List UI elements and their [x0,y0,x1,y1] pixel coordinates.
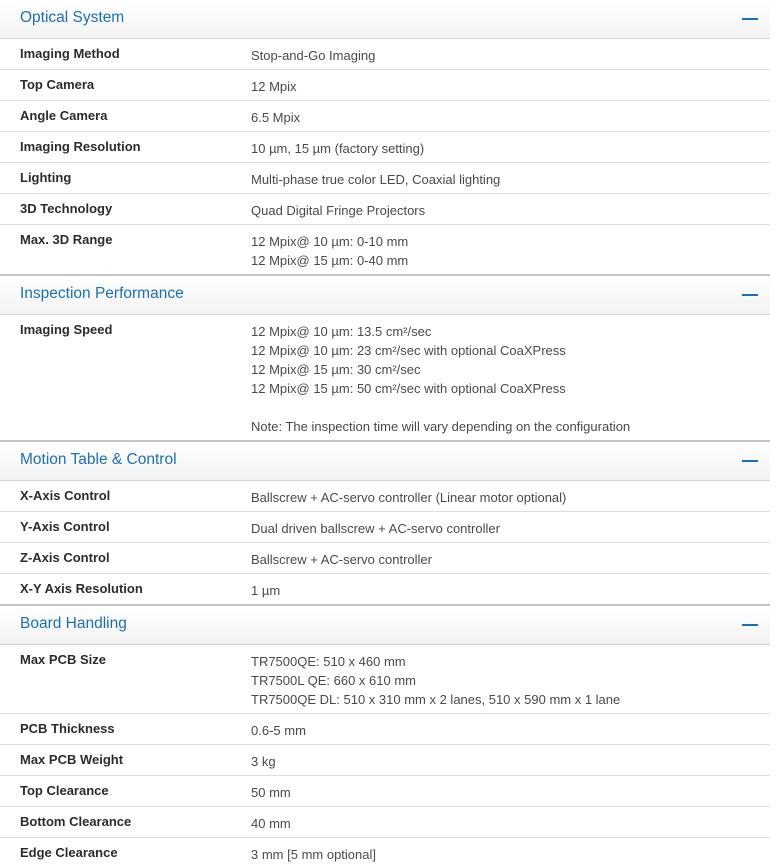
spec-value-line: Stop-and-Go Imaging [251,48,376,63]
spec-label: Y-Axis Control [20,519,110,534]
spec-label: Imaging Resolution [20,139,141,154]
spec-label: Max PCB Size [20,652,106,667]
spec-label: Imaging Speed [20,322,113,337]
spec-value-line: Quad Digital Fringe Projectors [251,203,426,218]
spec-value [251,519,500,538]
spec-value-line: 12 Mpix@ 10 µm: 13.5 cm²/sec [251,324,432,339]
collapse-icon[interactable] [742,460,758,462]
spec-value-line: 3 kg [251,754,276,769]
collapse-icon[interactable] [742,624,758,626]
spec-label: Max PCB Weight [20,752,124,767]
spec-value-line: TR7500L QE: 660 x 610 mm [251,673,416,688]
spec-value [251,814,291,833]
spec-value-line: 12 Mpix@ 15 µm: 30 cm²/sec [251,362,421,377]
spec-row-imaging-method [0,39,770,70]
section-motion-table-control [0,440,770,604]
spec-row-x-y-axis-resolution [0,574,770,604]
spec-row-max-3d-range [0,225,770,274]
spec-value [251,139,424,158]
spec-row-imaging-resolution [0,132,770,163]
spec-label: Lighting [20,170,72,185]
spec-value-line: Note: The inspection time will vary depending on the configuration [251,419,631,434]
spec-value [251,721,306,740]
spec-row-top-camera [0,70,770,101]
spec-value-line: 3 mm [5 mm optional] [251,847,376,862]
spec-value [251,322,630,436]
spec-value-line: 0.6-5 mm [251,723,306,738]
spec-value-line: Multi-phase true color LED, Coaxial lighting [251,172,501,187]
spec-label: Z-Axis Control [20,550,110,565]
spec-row-x-axis-control [0,481,770,512]
spec-value-line [251,398,630,417]
spec-row-bottom-clearance [0,807,770,838]
collapse-icon[interactable] [742,294,758,296]
spec-value-line: 10 µm, 15 µm (factory setting) [251,141,425,156]
spec-value-line: 12 Mpix@ 10 µm: 23 cm²/sec with optional CoaXPress [251,343,566,358]
spec-label: PCB Thickness [20,721,115,736]
section-header-inspection-performance[interactable] [0,276,770,315]
spec-value-line: 50 mm [251,785,291,800]
spec-label: X-Y Axis Resolution [20,581,143,596]
spec-value [251,783,291,802]
section-title: Optical System [20,9,125,26]
spec-label: 3D Technology [20,201,113,216]
section-header-optical-system[interactable] [0,0,770,39]
spec-value [251,550,432,569]
spec-value-line: TR7500QE: 510 x 460 mm [251,654,406,669]
section-board-handling [0,604,770,868]
spec-value-line: 12 Mpix [251,79,297,94]
spec-value [251,201,425,220]
section-title: Board Handling [20,615,127,632]
spec-value [251,581,280,600]
spec-value [251,170,500,189]
spec-row-3d-technology [0,194,770,225]
spec-value [251,752,276,771]
spec-value-line: 12 Mpix@ 15 µm: 0-40 mm [251,253,409,268]
spec-label: Top Camera [20,77,95,92]
spec-value-line: TR7500QE DL: 510 x 310 mm x 2 lanes, 510 x 590 mm x 1 lane [251,692,621,707]
spec-value [251,77,297,96]
spec-value [251,845,376,864]
section-header-board-handling[interactable] [0,606,770,645]
spec-row-imaging-speed [0,315,770,440]
spec-row-max-pcb-size [0,645,770,714]
spec-label: Imaging Method [20,46,120,61]
section-title: Inspection Performance [20,285,184,302]
spec-row-top-clearance [0,776,770,807]
spec-value-line: 12 Mpix@ 10 µm: 0-10 mm [251,234,409,249]
spec-value-line: Ballscrew + AC-servo controller (Linear motor optional) [251,490,567,505]
section-header-motion-table-control[interactable] [0,442,770,481]
spec-label: Top Clearance [20,783,109,798]
spec-label: Angle Camera [20,108,108,123]
spec-row-z-axis-control [0,543,770,574]
spec-value-line: Ballscrew + AC-servo controller [251,552,432,567]
section-inspection-performance [0,274,770,440]
spec-value [251,46,375,65]
spec-row-edge-clearance [0,838,770,868]
spec-value [251,232,408,270]
section-title: Motion Table & Control [20,451,177,468]
spec-value-line: 1 µm [251,583,281,598]
collapse-icon[interactable] [742,18,758,20]
section-optical-system [0,0,770,274]
spec-row-y-axis-control [0,512,770,543]
spec-value-line: Dual driven ballscrew + AC-servo controller [251,521,500,536]
spec-row-angle-camera [0,101,770,132]
spec-row-pcb-thickness [0,714,770,745]
spec-label: Max. 3D Range [20,232,113,247]
spec-value [251,108,300,127]
spec-label: Edge Clearance [20,845,118,860]
spec-value [251,652,620,709]
spec-row-lighting [0,163,770,194]
spec-value-line: 12 Mpix@ 15 µm: 50 cm²/sec with optional CoaXPress [251,381,566,396]
spec-value-line: 6.5 Mpix [251,110,301,125]
spec-label: Bottom Clearance [20,814,132,829]
spec-row-max-pcb-weight [0,745,770,776]
spec-value [251,488,566,507]
spec-value-line: 40 mm [251,816,291,831]
spec-label: X-Axis Control [20,488,111,503]
